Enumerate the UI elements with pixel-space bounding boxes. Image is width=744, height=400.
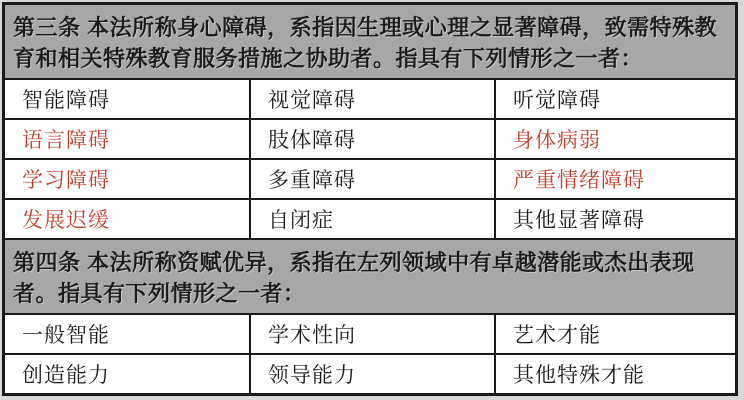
law-articles-table <box>2 2 738 396</box>
table-row <box>5 120 735 160</box>
table-cell: 一般智能 <box>5 315 251 353</box>
section-4-header: 第四条 本法所称资赋优异，系指在左列领域中有卓越潜能或杰出表现者。指具有下列情形之一者： <box>5 240 735 315</box>
table-row <box>5 200 735 240</box>
table-cell-highlighted: 语言障碍 <box>5 120 251 158</box>
table-cell: 多重障碍 <box>251 160 496 198</box>
table-cell: 肢体障碍 <box>251 120 496 158</box>
table-cell-highlighted: 发展迟缓 <box>5 200 251 238</box>
table-cell: 创造能力 <box>5 355 251 393</box>
table-row <box>5 80 735 120</box>
table-cell: 智能障碍 <box>5 80 251 118</box>
table-cell-highlighted: 学习障碍 <box>5 160 251 198</box>
table-cell-highlighted: 身体病弱 <box>513 128 601 152</box>
table-row <box>5 160 735 200</box>
table-cell-highlighted: 严重情绪障碍 <box>513 168 645 192</box>
table-cell: 学术性向 <box>251 315 496 353</box>
table-cell: 领导能力 <box>251 355 496 393</box>
table-cell: 其他显著障碍 <box>513 208 645 232</box>
table-cell: 自闭症 <box>251 200 496 238</box>
table-cell: 视觉障碍 <box>251 80 496 118</box>
table-cell: 艺术才能 <box>513 323 601 347</box>
table-cell: 其他特殊才能 <box>513 363 645 387</box>
table-row <box>5 315 735 355</box>
table-cell: 听觉障碍 <box>513 88 601 112</box>
table-row <box>5 355 735 393</box>
section-3-header: 第三条 本法所称身心障碍，系指因生理或心理之显著障碍，致需特殊教育和相关特殊教育服务措施之协助者。指具有下列情形之一者： <box>5 5 735 80</box>
